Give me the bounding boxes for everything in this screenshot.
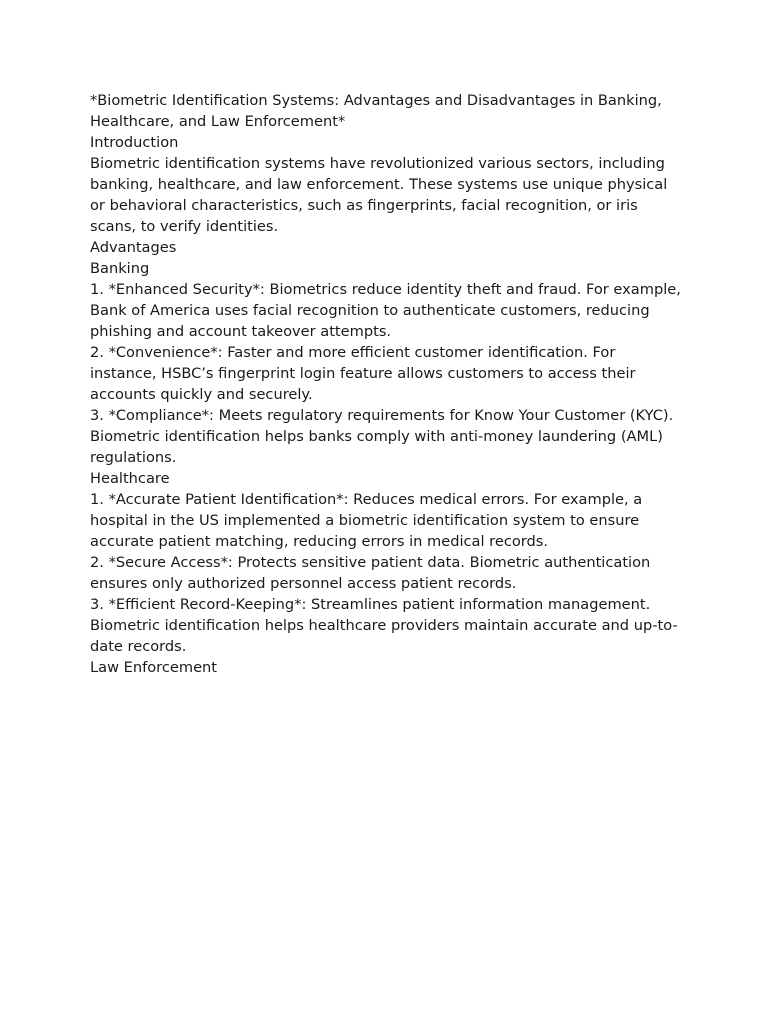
- banking-heading: Banking: [90, 260, 150, 277]
- healthcare-item-1: 1. *Accurate Patient Identification*: Reduces medical errors. For example, a hospital in the US implemented a biometric identification system to ensure accurate patient matching, reducing errors in medical records.: [90, 491, 643, 550]
- document-title: *Biometric Identification Systems: Advantages and Disadvantages in Banking, Healthcare, and Law Enforcement*: [90, 92, 662, 130]
- healthcare-item-2: 2. *Secure Access*: Protects sensitive patient data. Biometric authentication ensures only authorized personnel access patient records.: [90, 554, 651, 592]
- banking-item-1: 1. *Enhanced Security*: Biometrics reduce identity theft and fraud. For example, Bank of America uses facial recognition to authenticate customers, reducing phishing and account takeover attempts.: [90, 281, 681, 340]
- law-enforcement-heading: Law Enforcement: [90, 659, 218, 676]
- advantages-heading: Advantages: [90, 239, 177, 256]
- banking-item-3: 3. *Compliance*: Meets regulatory requirements for Know Your Customer (KYC). Biometric identification helps banks comply with anti-money laundering (AML) regulations.: [90, 407, 674, 466]
- document-page: [90, 90, 682, 678]
- banking-item-2: 2. *Convenience*: Faster and more efficient customer identification. For instance, HSBC’s fingerprint login feature allows customers to access their accounts quickly and securely.: [90, 344, 636, 403]
- healthcare-heading: Healthcare: [90, 470, 170, 487]
- introduction-heading: Introduction: [90, 134, 179, 151]
- healthcare-item-3: 3. *Efficient Record-Keeping*: Streamlines patient information management. Biometric identification helps healthcare providers maintain accurate and up-to-date records.: [90, 596, 678, 655]
- introduction-paragraph: Biometric identification systems have revolutionized various sectors, including banking, healthcare, and law enforcement. These systems use unique physical or behavioral characteristics, such as fingerprints, facial recognition, or iris scans, to verify identities.: [90, 155, 668, 235]
